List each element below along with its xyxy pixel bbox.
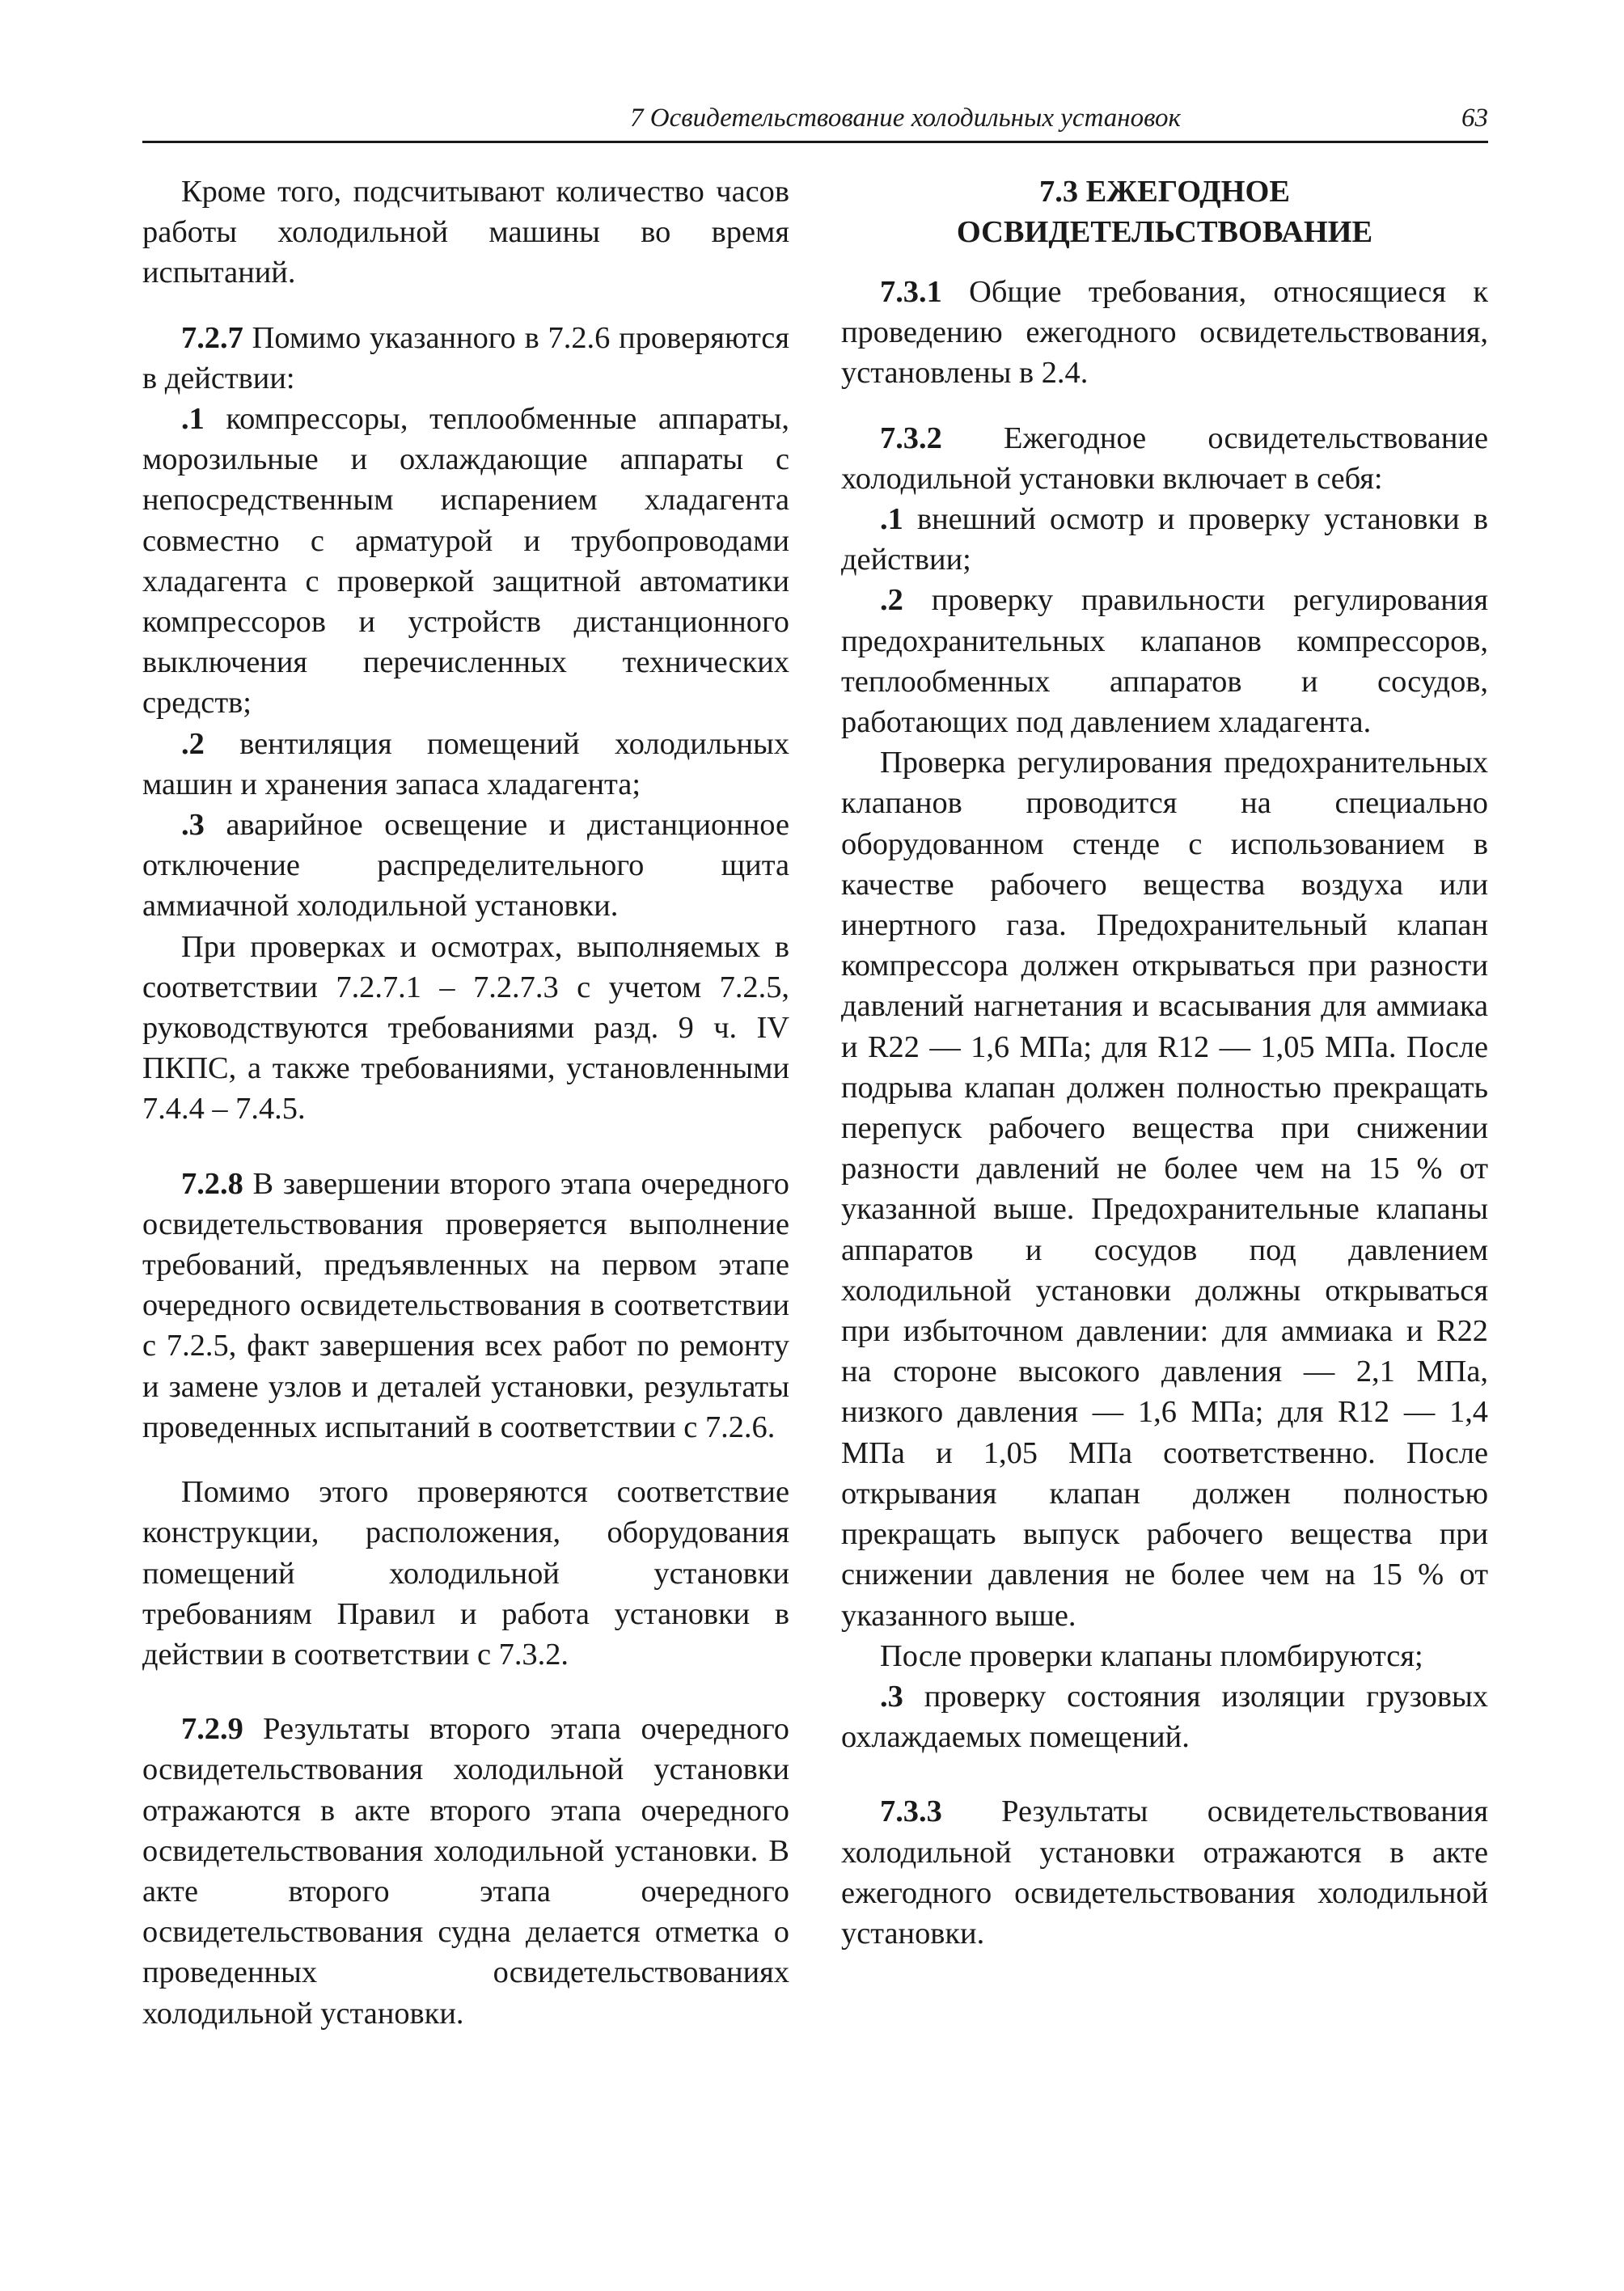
section-title-line: ОСВИДЕТЕЛЬСТВОВАНИЕ (956, 215, 1373, 249)
clause-text: Помимо указанного в 7.2.6 проверяются в действии: (142, 320, 789, 395)
section-title (841, 171, 1488, 252)
list-item (841, 580, 1488, 742)
clause-number: 7.3.2 (880, 421, 942, 455)
item-number: .1 (181, 402, 205, 437)
paragraph-text: Кроме того, подсчитывают количество часов работы холодильной машины во время испытаний. (142, 175, 789, 290)
item-text: компрессоры, теплообменные аппараты, морозильные и охлаждающие аппараты с непосредственным испарением хладагента совместно с арматурой и трубопроводами хладагента с проверкой защитной автоматики компрессоров и устройств дистанционного выключения перечисленных технических средств; (142, 402, 789, 721)
item-number: .3 (181, 808, 205, 843)
running-title: 7 Освидетельствование холодильных установок (630, 104, 1181, 133)
list-item (142, 805, 789, 927)
clause-text: В завершении второго этапа очередного освидетельствования проверяется выполнение требований, предъявленных на первом этапе очередного освидетельствования в соответствии с 7.2.5, факт завершения всех работ по ремонту и замене узлов и деталей установки, результаты проведенных испытаний в соответствии с 7.2.6. (142, 1166, 789, 1444)
paragraph (142, 171, 789, 294)
right-column (841, 171, 1488, 1954)
clause-7-2-7 (142, 318, 789, 399)
item-text: проверку состояния изоляции грузовых охлаждаемых помещений. (841, 1679, 1488, 1755)
list-item (142, 724, 789, 805)
clause-number: 7.2.9 (181, 1712, 243, 1747)
item-number: .1 (880, 502, 903, 537)
list-item (142, 399, 789, 724)
paragraph-text: После проверки клапаны пломбируются; (880, 1638, 1423, 1673)
clause-7-3-3 (841, 1791, 1488, 1954)
paragraph-text: При проверках и осмотрах, выполняемых в соответствии 7.2.7.1 – 7.2.7.3 с учетом 7.2.5, руководствуются требованиями разд. 9 ч. IV ПКПС, а также требованиями, установленными 7.4.4 – 7.4.5. (142, 929, 789, 1126)
item-number: .3 (880, 1679, 903, 1714)
clause-7-2-8 (142, 1164, 789, 1448)
clause-7-2-9 (142, 1709, 789, 2034)
clause-7-3-2 (841, 418, 1488, 499)
clause-text: Результаты освидетельствования холодильной установки отражаются в акте ежегодного освидетельствования холодильной установки. (841, 1794, 1488, 1951)
paragraph-text: Помимо этого проверяются соответствие конструкции, расположения, оборудования помещений холодильной установки требованиям Правил и работа установки в действии в соответствии с 7.3.2. (142, 1475, 789, 1672)
item-text: проверку правильности регулирования предохранительных клапанов компрессоров, теплообменных аппаратов и сосудов, работающих под давлением хладагента. (841, 583, 1488, 740)
clause-text: Результаты второго этапа очередного освидетельствования холодильной установки отражаются в акте второго этапа очередного освидетельствования холодильной установки. В акте второго этапа очередного освидетельствования судна делается отметка о проведенных освидетельствованиях холодильной установки. (142, 1712, 789, 2031)
clause-number: 7.3.1 (880, 275, 942, 309)
list-item (841, 499, 1488, 580)
item-text: аварийное освещение и дистанционное отключение распределительного щита аммиачной холодильной установки. (142, 808, 789, 924)
item-number: .2 (181, 726, 205, 761)
item-text: внешний осмотр и проверку установки в действии; (841, 502, 1488, 577)
paragraph-text: Проверка регулирования предохранительных клапанов проводится на специально оборудованном стенде с использованием в качестве рабочего вещества воздуха или инертного газа. Предохранительный клапан компрессора должен открываться при разности давлений нагнетания и всасывания для аммиака и R22 — 1,6 МПа; для R12 — 1,05 МПа. После подрыва клапан должен полностью прекращать перепуск рабочего вещества при снижении разности давлений не более чем на 15 % от указанной выше. Предохранительные клапаны аппаратов и сосудов под давлением холодильной установки должны открываться при избыточном давлении: для аммиака и R22 на стороне высокого давления — 2,1 МПа, низкого давления — 1,6 МПа; для R12 — 1,4 МПа и 1,05 МПа соответственно. После открывания клапан должен полностью прекращать выпуск рабочего вещества при снижении давления не более чем на 15 % от указанного выше. (841, 746, 1488, 1633)
paragraph (142, 1472, 789, 1675)
page-header (142, 104, 1488, 143)
clause-7-3-1 (841, 272, 1488, 394)
clause-number: 7.2.8 (181, 1166, 243, 1201)
paragraph (142, 927, 789, 1130)
left-column (142, 171, 789, 2034)
paragraph (841, 742, 1488, 1635)
section-title-line: 7.3 ЕЖЕГОДНОЕ (1039, 175, 1290, 209)
clause-text: Общие требования, относящиеся к проведению ежегодного освидетельствования, установлены в 2.4. (841, 275, 1488, 391)
clause-text: Ежегодное освидетельствование холодильной установки включает в себя: (841, 421, 1488, 496)
clause-number: 7.3.3 (880, 1794, 942, 1829)
page-number: 63 (1461, 104, 1488, 133)
list-item (841, 1676, 1488, 1757)
item-text: вентиляция помещений холодильных машин и хранения запаса хладагента; (142, 726, 789, 801)
item-number: .2 (880, 583, 903, 618)
paragraph (841, 1636, 1488, 1676)
clause-number: 7.2.7 (181, 320, 243, 355)
